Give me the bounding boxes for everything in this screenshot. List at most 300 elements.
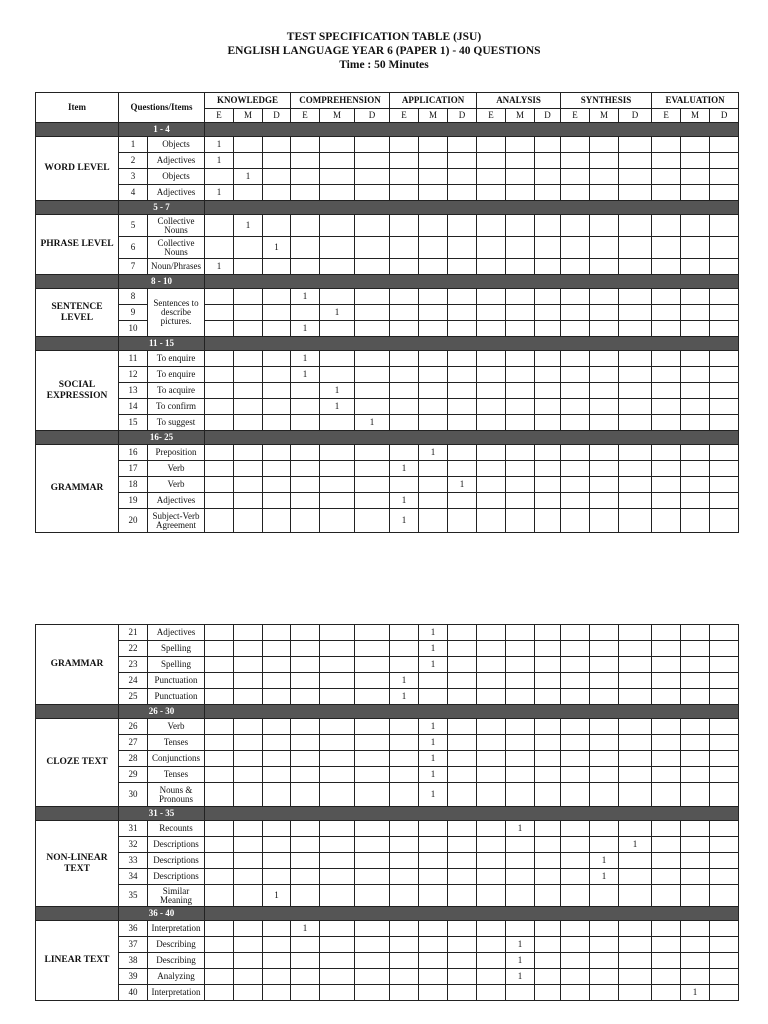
level-cell	[590, 689, 619, 705]
question-topic: Sentences to describe pictures.	[148, 289, 205, 337]
level-cell	[535, 689, 561, 705]
level-cell	[291, 237, 320, 259]
level-cell	[448, 215, 477, 237]
level-cell	[320, 783, 355, 807]
level-cell	[234, 985, 263, 1001]
table-row	[36, 415, 739, 431]
level-cell	[681, 783, 710, 807]
question-number: 32	[119, 837, 148, 853]
level-cell	[652, 461, 681, 477]
level-cell	[681, 869, 710, 885]
level-cell	[263, 625, 291, 641]
level-cell	[355, 351, 390, 367]
level-header: M	[320, 109, 355, 123]
question-number: 28	[119, 751, 148, 767]
level-cell	[619, 137, 652, 153]
band-spacer	[36, 275, 119, 289]
level-cell	[619, 477, 652, 493]
level-cell	[234, 259, 263, 275]
level-cell	[205, 885, 234, 907]
level-cell	[320, 657, 355, 673]
level-cell	[320, 509, 355, 533]
level-cell	[390, 953, 419, 969]
level-cell	[234, 461, 263, 477]
level-cell	[390, 985, 419, 1001]
level-cell	[448, 735, 477, 751]
level-cell	[263, 185, 291, 201]
level-cell	[448, 641, 477, 657]
level-cell	[477, 937, 506, 953]
level-cell	[710, 215, 739, 237]
section-label: WORD LEVEL	[36, 137, 119, 201]
question-topic: To suggest	[148, 415, 205, 431]
level-cell	[590, 153, 619, 169]
category-header: ANALYSIS	[477, 93, 561, 109]
question-topic: To enquire	[148, 351, 205, 367]
level-cell	[535, 415, 561, 431]
level-cell	[710, 185, 739, 201]
level-cell	[234, 853, 263, 869]
level-cell: 1	[419, 751, 448, 767]
band-row	[36, 807, 739, 821]
level-cell	[710, 937, 739, 953]
level-cell	[263, 153, 291, 169]
level-cell: 1	[419, 625, 448, 641]
level-cell	[205, 367, 234, 383]
question-range: 36 - 40	[119, 907, 205, 921]
question-range: 5 - 7	[119, 201, 205, 215]
level-cell	[263, 169, 291, 185]
level-cell	[535, 953, 561, 969]
level-cell	[448, 853, 477, 869]
level-cell	[291, 399, 320, 415]
band-fill	[205, 337, 739, 351]
level-cell	[710, 641, 739, 657]
level-cell: 1	[419, 735, 448, 751]
level-cell	[535, 289, 561, 305]
level-cell	[506, 509, 535, 533]
level-cell	[506, 853, 535, 869]
level-cell	[652, 735, 681, 751]
level-cell	[681, 641, 710, 657]
level-cell: 1	[320, 383, 355, 399]
level-cell	[234, 625, 263, 641]
level-cell	[448, 719, 477, 735]
level-cell	[419, 493, 448, 509]
level-cell	[590, 415, 619, 431]
level-cell	[390, 383, 419, 399]
level-cell	[320, 259, 355, 275]
level-cell	[390, 625, 419, 641]
question-number: 21	[119, 625, 148, 641]
level-cell	[477, 837, 506, 853]
level-cell	[419, 673, 448, 689]
level-cell	[477, 657, 506, 673]
level-cell	[419, 415, 448, 431]
question-topic: Descriptions	[148, 837, 205, 853]
level-cell	[535, 215, 561, 237]
level-cell	[320, 969, 355, 985]
level-cell	[291, 853, 320, 869]
level-cell	[355, 305, 390, 321]
level-cell	[506, 351, 535, 367]
level-cell	[619, 399, 652, 415]
level-cell	[561, 509, 590, 533]
level-cell	[681, 821, 710, 837]
level-cell	[355, 657, 390, 673]
level-cell	[205, 399, 234, 415]
level-cell	[263, 509, 291, 533]
level-cell	[234, 137, 263, 153]
level-cell	[355, 237, 390, 259]
level-cell: 1	[291, 921, 320, 937]
level-cell	[619, 367, 652, 383]
level-cell	[710, 625, 739, 641]
level-cell	[448, 953, 477, 969]
question-range: 31 - 35	[119, 807, 205, 821]
level-cell	[205, 783, 234, 807]
level-cell	[681, 853, 710, 869]
level-cell	[205, 689, 234, 705]
level-cell	[448, 137, 477, 153]
document-title: TEST SPECIFICATION TABLE (JSU)	[286, 31, 482, 43]
level-cell: 1	[419, 657, 448, 673]
level-cell	[506, 641, 535, 657]
level-cell	[205, 953, 234, 969]
level-cell	[355, 477, 390, 493]
level-cell	[355, 885, 390, 907]
level-cell	[535, 921, 561, 937]
level-cell	[234, 869, 263, 885]
level-cell	[710, 689, 739, 705]
level-cell	[710, 289, 739, 305]
level-cell	[619, 305, 652, 321]
level-cell	[681, 169, 710, 185]
level-cell	[355, 821, 390, 837]
question-number: 25	[119, 689, 148, 705]
level-cell	[477, 821, 506, 837]
level-cell	[535, 625, 561, 641]
table-row	[36, 477, 739, 493]
level-cell	[506, 493, 535, 509]
level-cell	[710, 969, 739, 985]
level-cell	[355, 985, 390, 1001]
level-cell	[535, 735, 561, 751]
level-header: D	[619, 109, 652, 123]
level-cell	[652, 509, 681, 533]
level-cell	[419, 383, 448, 399]
question-topic: Adjectives	[148, 153, 205, 169]
section-label: GRAMMAR	[36, 625, 119, 705]
level-cell	[561, 445, 590, 461]
table-row	[36, 985, 739, 1001]
question-number: 4	[119, 185, 148, 201]
level-cell: 1	[419, 767, 448, 783]
question-topic: Analyzing	[148, 969, 205, 985]
category-header: EVALUATION	[652, 93, 739, 109]
time-allowed: Time : 50 Minutes	[339, 59, 429, 71]
level-cell	[652, 869, 681, 885]
level-cell	[320, 641, 355, 657]
category-header: SYNTHESIS	[561, 93, 652, 109]
level-cell	[390, 305, 419, 321]
level-cell	[561, 885, 590, 907]
level-cell	[590, 237, 619, 259]
level-cell: 1	[506, 953, 535, 969]
level-cell	[710, 259, 739, 275]
table-row	[36, 367, 739, 383]
level-cell	[561, 821, 590, 837]
question-topic: Tenses	[148, 735, 205, 751]
level-cell: 1	[234, 169, 263, 185]
level-cell	[652, 657, 681, 673]
level-cell	[535, 869, 561, 885]
table-row	[36, 351, 739, 367]
level-cell	[652, 625, 681, 641]
level-cell	[355, 367, 390, 383]
question-topic: Describing	[148, 937, 205, 953]
spec-table-page-2	[35, 624, 739, 1001]
table-row	[36, 493, 739, 509]
level-cell	[652, 137, 681, 153]
level-cell	[652, 215, 681, 237]
level-header: D	[710, 109, 739, 123]
band-spacer	[36, 431, 119, 445]
question-topic: Subject-Verb Agreement	[148, 509, 205, 533]
question-number: 33	[119, 853, 148, 869]
question-number: 35	[119, 885, 148, 907]
level-cell	[590, 885, 619, 907]
level-cell	[291, 477, 320, 493]
level-cell	[291, 169, 320, 185]
level-cell	[355, 673, 390, 689]
level-cell	[234, 885, 263, 907]
question-number: 29	[119, 767, 148, 783]
level-cell	[652, 937, 681, 953]
level-cell	[263, 351, 291, 367]
level-cell: 1	[291, 351, 320, 367]
level-cell	[205, 383, 234, 399]
band-fill	[205, 201, 739, 215]
level-cell	[710, 885, 739, 907]
level-cell	[710, 461, 739, 477]
level-cell	[320, 719, 355, 735]
section-label: NON-LINEAR TEXT	[36, 821, 119, 907]
question-number: 31	[119, 821, 148, 837]
level-cell	[291, 673, 320, 689]
spec-table-page-1	[35, 92, 739, 533]
table-row	[36, 719, 739, 735]
level-cell	[561, 383, 590, 399]
level-cell	[263, 821, 291, 837]
level-cell	[590, 751, 619, 767]
level-cell	[506, 719, 535, 735]
level-cell	[419, 367, 448, 383]
level-cell	[681, 399, 710, 415]
level-cell	[506, 137, 535, 153]
level-cell	[320, 953, 355, 969]
table-row	[36, 953, 739, 969]
level-cell	[477, 751, 506, 767]
level-cell	[291, 885, 320, 907]
level-cell	[619, 493, 652, 509]
level-cell	[619, 657, 652, 673]
level-cell	[448, 445, 477, 461]
level-cell	[419, 937, 448, 953]
level-cell	[448, 259, 477, 275]
level-cell	[506, 305, 535, 321]
level-cell	[419, 853, 448, 869]
questions-header: Questions/Items	[119, 93, 205, 123]
level-cell	[477, 953, 506, 969]
table-row	[36, 937, 739, 953]
level-cell	[234, 641, 263, 657]
level-cell	[263, 657, 291, 673]
level-cell	[234, 493, 263, 509]
question-number: 11	[119, 351, 148, 367]
level-cell	[710, 985, 739, 1001]
level-cell	[561, 461, 590, 477]
level-cell	[652, 689, 681, 705]
level-cell	[652, 783, 681, 807]
level-cell	[561, 937, 590, 953]
level-cell: 1	[506, 821, 535, 837]
level-cell	[320, 937, 355, 953]
level-cell	[506, 399, 535, 415]
level-cell	[561, 641, 590, 657]
level-cell	[681, 215, 710, 237]
level-cell	[320, 625, 355, 641]
question-number: 3	[119, 169, 148, 185]
table-row	[36, 185, 739, 201]
question-number: 9	[119, 305, 148, 321]
question-topic: Interpretation	[148, 921, 205, 937]
level-header: M	[506, 109, 535, 123]
question-range: 26 - 30	[119, 705, 205, 719]
level-header: E	[390, 109, 419, 123]
level-cell	[477, 367, 506, 383]
level-cell	[590, 351, 619, 367]
table-row	[36, 137, 739, 153]
level-cell	[390, 215, 419, 237]
level-cell	[561, 367, 590, 383]
level-cell	[234, 673, 263, 689]
level-cell	[477, 137, 506, 153]
question-number: 12	[119, 367, 148, 383]
level-cell	[355, 153, 390, 169]
level-cell	[419, 305, 448, 321]
level-header: E	[652, 109, 681, 123]
band-row	[36, 275, 739, 289]
level-cell	[590, 921, 619, 937]
level-cell	[419, 169, 448, 185]
level-cell	[710, 869, 739, 885]
level-cell	[561, 921, 590, 937]
level-cell	[355, 719, 390, 735]
level-cell	[419, 821, 448, 837]
level-cell	[448, 383, 477, 399]
level-cell	[205, 461, 234, 477]
level-cell	[234, 821, 263, 837]
question-number: 18	[119, 477, 148, 493]
level-cell	[355, 493, 390, 509]
question-topic: Collective Nouns	[148, 215, 205, 237]
level-cell	[320, 853, 355, 869]
level-cell	[448, 885, 477, 907]
question-number: 34	[119, 869, 148, 885]
question-range: 1 - 4	[119, 123, 205, 137]
level-cell	[320, 367, 355, 383]
level-cell	[390, 289, 419, 305]
level-cell	[448, 509, 477, 533]
level-cell	[205, 445, 234, 461]
level-cell	[619, 415, 652, 431]
level-cell	[561, 477, 590, 493]
question-number: 40	[119, 985, 148, 1001]
level-cell	[506, 321, 535, 337]
level-cell	[448, 237, 477, 259]
level-cell	[477, 321, 506, 337]
level-cell	[710, 751, 739, 767]
level-cell: 1	[419, 445, 448, 461]
level-cell	[291, 767, 320, 783]
band-fill	[205, 807, 739, 821]
level-cell	[205, 415, 234, 431]
level-cell	[477, 445, 506, 461]
level-cell	[291, 185, 320, 201]
question-number: 6	[119, 237, 148, 259]
level-cell	[477, 969, 506, 985]
level-cell	[419, 237, 448, 259]
level-cell	[506, 185, 535, 201]
level-cell	[234, 657, 263, 673]
level-cell	[320, 767, 355, 783]
level-cell	[448, 969, 477, 985]
level-cell	[619, 153, 652, 169]
level-cell	[506, 783, 535, 807]
level-cell	[561, 969, 590, 985]
level-cell	[652, 383, 681, 399]
level-cell	[448, 169, 477, 185]
level-cell: 1	[590, 869, 619, 885]
level-cell	[205, 921, 234, 937]
level-cell	[477, 259, 506, 275]
level-cell	[535, 885, 561, 907]
level-cell	[710, 767, 739, 783]
band-fill	[205, 123, 739, 137]
question-number: 16	[119, 445, 148, 461]
level-cell	[681, 351, 710, 367]
level-cell	[205, 751, 234, 767]
level-cell	[448, 767, 477, 783]
level-cell	[291, 445, 320, 461]
question-topic: To acquire	[148, 383, 205, 399]
level-cell	[291, 305, 320, 321]
level-cell	[320, 885, 355, 907]
level-cell	[355, 953, 390, 969]
level-cell	[535, 821, 561, 837]
level-cell	[535, 137, 561, 153]
level-cell	[291, 783, 320, 807]
question-topic: Preposition	[148, 445, 205, 461]
level-cell	[590, 259, 619, 275]
level-cell	[419, 885, 448, 907]
level-cell	[535, 751, 561, 767]
level-cell	[263, 215, 291, 237]
level-cell	[355, 461, 390, 477]
level-cell	[561, 953, 590, 969]
table-row	[36, 509, 739, 533]
